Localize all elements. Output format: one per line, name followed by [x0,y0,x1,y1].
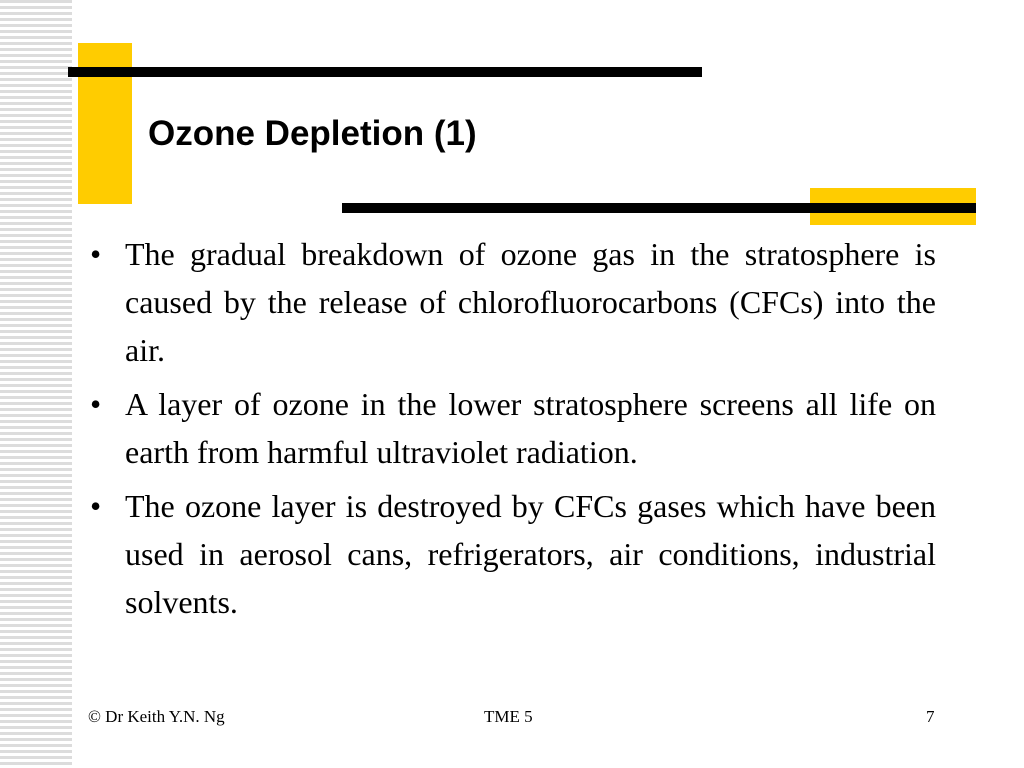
footer-page-number: 7 [926,707,935,726]
footer-course: TME 5 [484,707,533,726]
left-stripe-decoration [0,0,72,768]
footer-author: © Dr Keith Y.N. Ng [88,707,225,726]
bullet-item [90,380,936,476]
bullet-item [90,230,936,374]
bullet-text: A layer of ozone in the lower stratosphere screens all life on earth from harmful ultraviolet radiation. [125,386,936,470]
bullet-marker: • [90,236,102,272]
bullet-marker: • [90,386,102,422]
bullet-item [90,482,936,626]
bullet-text: The ozone layer is destroyed by CFCs gases which have been used in aerosol cans, refrigerators, air conditions, industrial solvents. [125,488,936,620]
title-rule-top [68,67,702,77]
bullet-marker: • [90,488,102,524]
slide-title: Ozone Depletion (1) [148,114,477,153]
bullet-text: The gradual breakdown of ozone gas in the stratosphere is caused by the release of chlorofluorocarbons (CFCs) into the air. [125,236,936,368]
bullet-list [90,230,936,632]
title-rule-bottom [342,203,976,213]
